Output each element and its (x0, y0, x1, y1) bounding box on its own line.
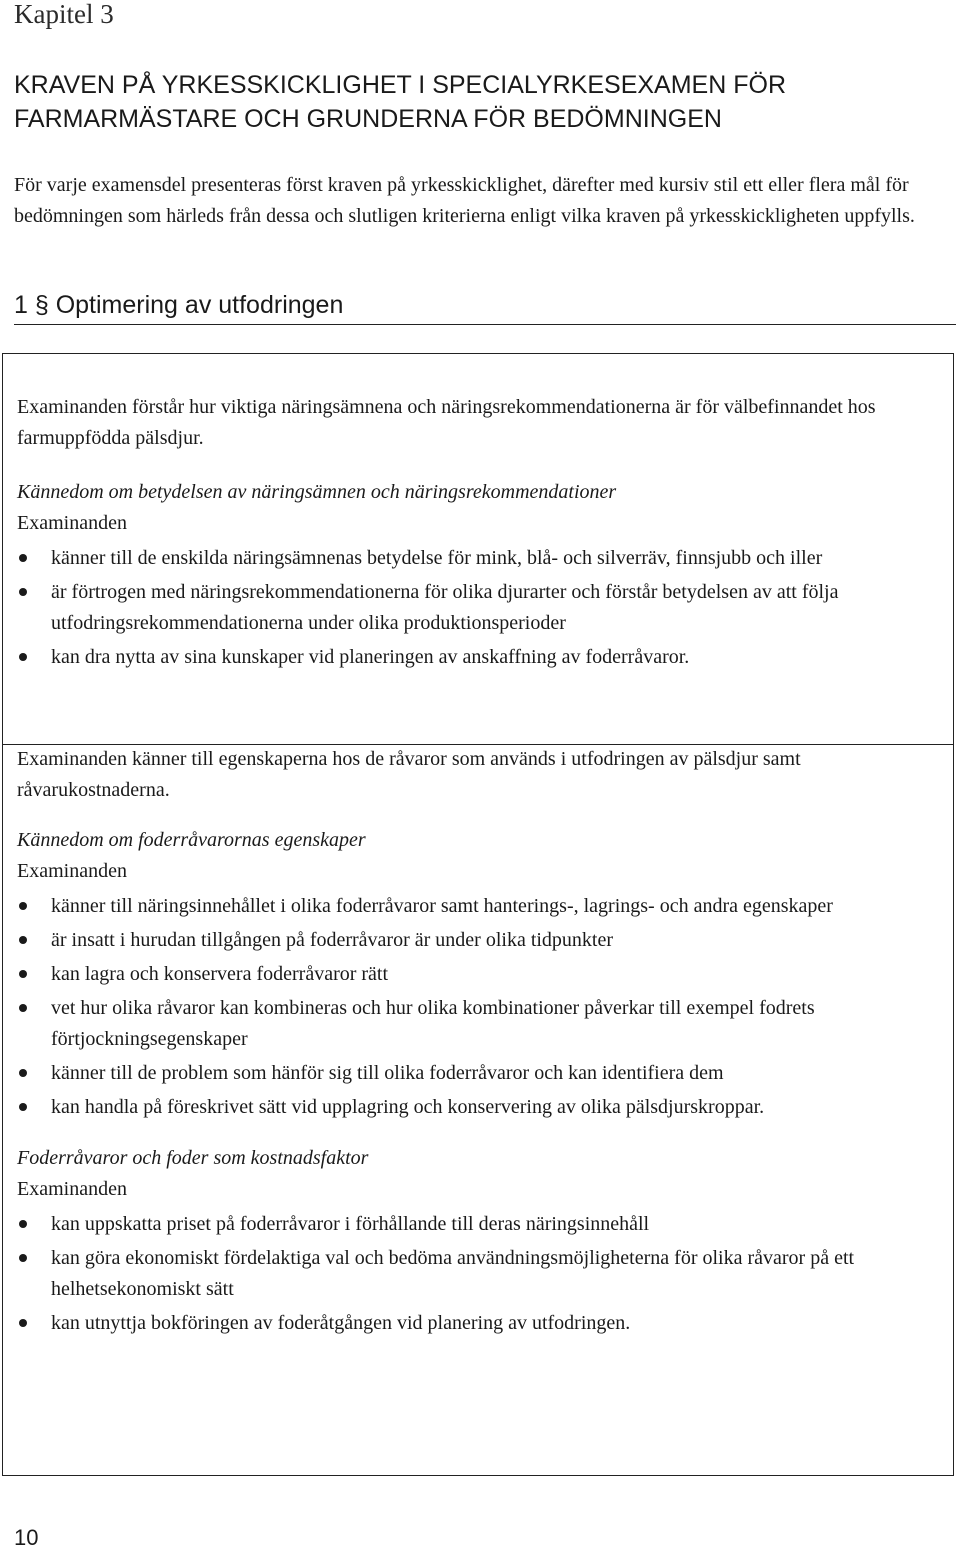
chapter-label: Kapitel 3 (14, 0, 114, 29)
criteria-list-3 (17, 1209, 947, 1339)
intro-paragraph: För varje examensdel presenteras först kraven på yrkesskicklighet, därefter med kursiv stil ett eller flera mål för bedömningen som härleds från dessa och slutligen kriterierna enligt vilka kraven på yrkesskickligheten uppfylls. (14, 174, 915, 227)
list-item: kan göra ekonomiskt fördelaktiga val och bedöma användningsmöjligheterna för olika råvaror på ett helhetsekonomiskt sätt (17, 1243, 947, 1305)
bullet-icon (19, 902, 27, 910)
criteria-list-1 (17, 543, 947, 673)
list-item: vet hur olika råvaror kan kombineras och hur olika kombinationer påverkar till exempel fodrets förtjockningsegenskaper (17, 993, 947, 1055)
page-number: 10 (14, 1525, 39, 1550)
subject-label-1: Examinanden (17, 512, 127, 534)
list-item: är insatt i hurudan tillgången på foderråvaror är under olika tidpunkter (17, 925, 947, 956)
section-title: 1 § Optimering av utfodringen (14, 288, 956, 325)
list-item: känner till de enskilda näringsämnenas betydelse för mink, blå- och silverräv, finnsjubb och iller (17, 543, 947, 574)
list-item: kan uppskatta priset på foderråvaror i förhållande till deras näringsinnehåll (17, 1209, 947, 1240)
block-1 (17, 392, 947, 676)
block-2 (17, 744, 947, 1342)
list-item: är förtrogen med näringsrekommendationerna för olika djurarter och förstår betydelsen av att följa utfodringsrekommendationerna under olika produktionsperioder (17, 577, 947, 639)
page-heading (14, 68, 944, 136)
subject-label-3: Examinanden (17, 1178, 127, 1200)
list-item: känner till de problem som hänför sig till olika foderråvaror och kan identifiera dem (17, 1058, 947, 1089)
bullet-icon (19, 936, 27, 944)
bullet-icon (19, 554, 27, 562)
bullet-icon (19, 970, 27, 978)
list-item: kan handla på föreskrivet sätt vid upplagring och konservering av olika pälsdjurskroppar. (17, 1092, 947, 1123)
list-item: känner till näringsinnehållet i olika foderråvaror samt hanterings-, lagrings- och andra egenskaper (17, 891, 947, 922)
bullet-icon (19, 653, 27, 661)
list-item: kan utnyttja bokföringen av foderåtgången vid planering av utfodringen. (17, 1308, 947, 1339)
assessment-target-1: Kännedom om betydelsen av näringsämnen och näringsrekommendationer (17, 481, 617, 503)
assessment-target-2: Kännedom om foderråvarornas egenskaper (17, 829, 366, 851)
bullet-icon (19, 1069, 27, 1077)
criteria-list-2 (17, 891, 947, 1123)
assessment-target-3: Foderråvaror och foder som kostnadsfaktor (17, 1147, 369, 1169)
bullet-icon (19, 1103, 27, 1111)
bullet-icon (19, 1220, 27, 1228)
list-item: kan lagra och konservera foderråvaror rätt (17, 959, 947, 990)
requirements-box (2, 353, 954, 1476)
bullet-icon (19, 1254, 27, 1262)
page-heading-line-1: KRAVEN PÅ YRKESSKICKLIGHET I SPECIALYRKESEXAMEN FÖR (14, 71, 786, 99)
bullet-icon (19, 1004, 27, 1012)
requirement-1: Examinanden förstår hur viktiga näringsämnena och näringsrekommendationerna är för välbefinnandet hos farmuppfödda pälsdjur. (17, 396, 876, 449)
bullet-icon (19, 588, 27, 596)
bullet-icon (19, 1319, 27, 1327)
subject-label-2: Examinanden (17, 860, 127, 882)
page-heading-line-2: FARMARMÄSTARE OCH GRUNDERNA FÖR BEDÖMNINGEN (14, 105, 722, 133)
list-item: kan dra nytta av sina kunskaper vid planeringen av anskaffning av foderråvaror. (17, 642, 947, 673)
requirement-2: Examinanden känner till egenskaperna hos de råvaror som används i utfodringen av pälsdjur samt råvarukostnaderna. (17, 748, 801, 801)
